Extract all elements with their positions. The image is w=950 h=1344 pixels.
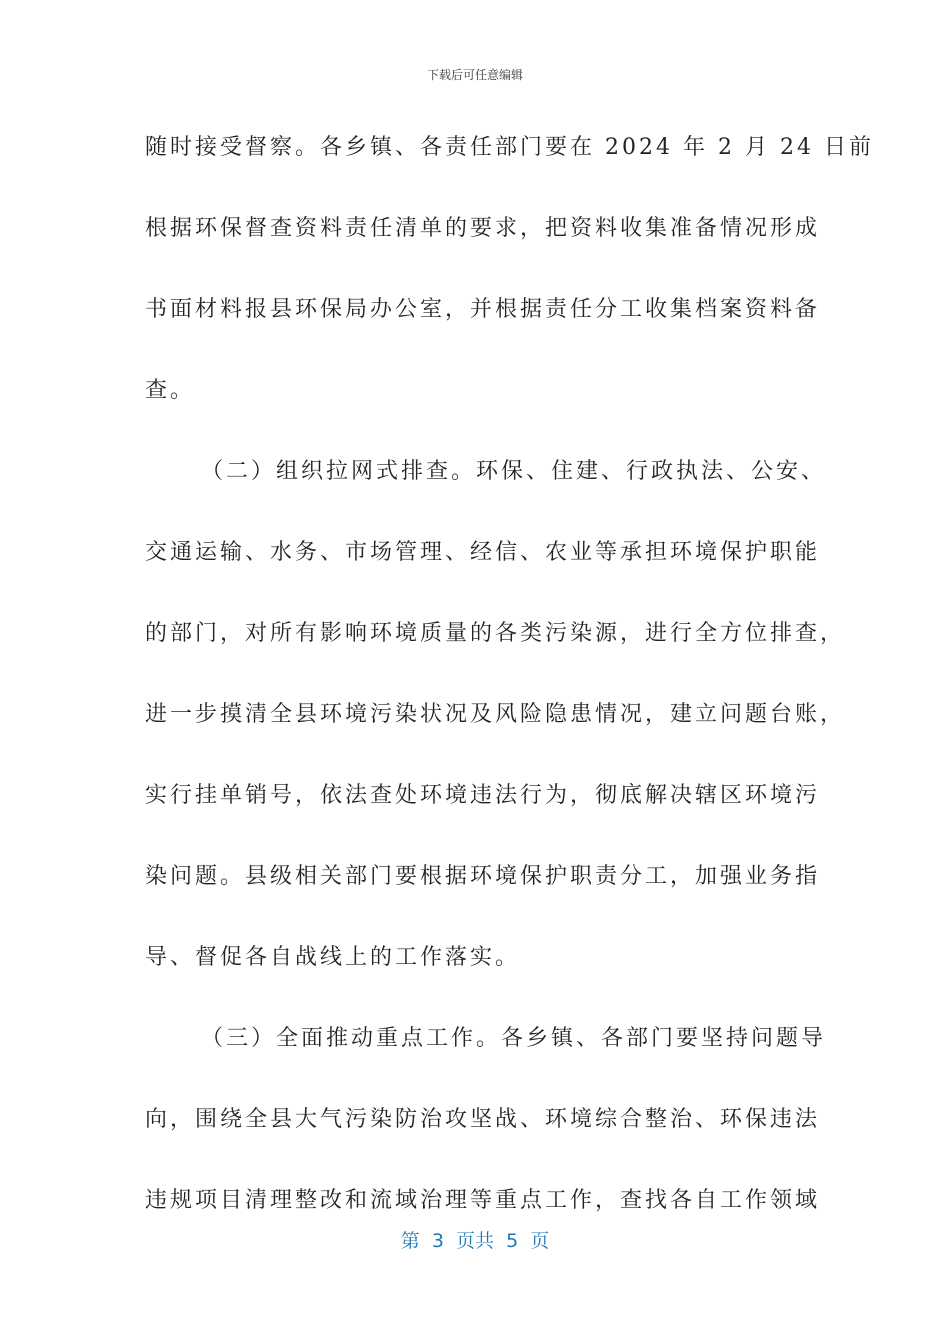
body-line: 交通运输、水务、市场管理、经信、农业等承担环境保护职能 bbox=[145, 540, 821, 565]
body-line: 向，围绕全县大气污染防治攻坚战、环境综合整治、环保违法 bbox=[145, 1107, 821, 1132]
body-line: 查。 bbox=[145, 378, 196, 403]
page-number: 第 3 页共 5 页 bbox=[400, 1230, 550, 1252]
body-line: 随时接受督察。各乡镇、各责任部门要在 2024 年 2 月 24 日前 bbox=[145, 135, 874, 160]
paragraph-start-line: （三）全面推动重点工作。各乡镇、各部门要坚持问题导 bbox=[201, 1026, 827, 1051]
body-line: 违规项目清理整改和流域治理等重点工作，查找各自工作领域 bbox=[145, 1188, 821, 1213]
document-body bbox=[145, 124, 874, 1258]
paragraph-start-line: （二）组织拉网式排查。环保、住建、行政执法、公安、 bbox=[201, 459, 827, 484]
body-line: 书面材料报县环保局办公室，并根据责任分工收集档案资料备 bbox=[145, 297, 821, 322]
body-line: 实行挂单销号，依法查处环境违法行为，彻底解决辖区环境污 bbox=[145, 783, 821, 808]
body-line: 导、督促各自战线上的工作落实。 bbox=[145, 945, 521, 970]
header-note: 下载后可任意编辑 bbox=[426, 68, 523, 82]
body-line: 根据环保督查资料责任清单的要求，把资料收集准备情况形成 bbox=[145, 216, 821, 241]
body-line: 染问题。县级相关部门要根据环境保护职责分工，加强业务指 bbox=[145, 864, 821, 889]
body-line: 进一步摸清全县环境污染状况及风险隐患情况，建立问题台账， bbox=[145, 702, 846, 727]
body-line: 的部门，对所有影响环境质量的各类污染源，进行全方位排查， bbox=[145, 621, 846, 646]
